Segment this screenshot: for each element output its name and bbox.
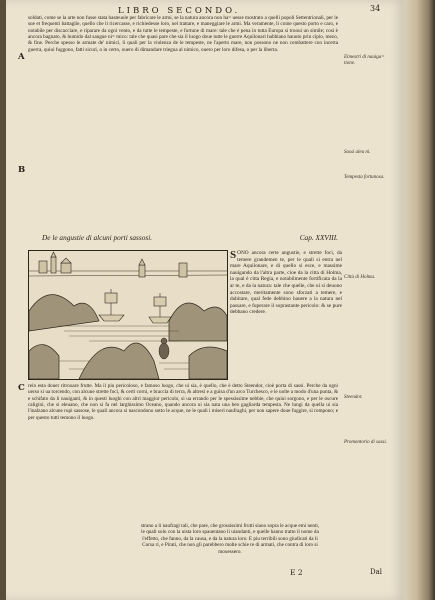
paragraph-letter-a: A: [18, 52, 25, 62]
closing-text: strano a li naufragi tali, che pare, che grossissimi frutti siano sopra le acque emi nenti, le quali solo con la uista loro spauentano li uiandanti, e quelle hanno tratto il nome da l'effetto, che fanno, da la causa, e da la natura loro. E piu terribili sono giudicati da li Corsa ri, e Pirati, che non gli parebbero molte schie re di armati, che contra di loro si mouessero.: [140, 523, 320, 555]
text-block-bottom: rein esta douer ritrouare frutte. Ma il piu pericoloso, e famoso luogo, che ui sia, è quello, che è detto Steendor, cioè porta di sassi. Perche da ogni uerso si ua torcendo, con alcune strette foci, & certi corni, e braccia di terra, & altresi e a guisa d'un arco Turchesco, e le uolte a modo d'una punta, & e schifato da li nauiganti, & in questi luoghi con altri maggior pericolo, si ua errando per le spessissime nebbie, che quiui sorgono, e per le oscure caligini, che si eleuano, che non si fa nel larghissimo Oceano, quando ancora ui sia nata una ben gagliarda tempesta. Ne lungi da quella ui sia l'inalzano alcune rupi sassose, le quali ancora si nascondono sotto le acque, ne le quali i miseri naufraghi, per non sapere doue fuggire, si rompono; e per questo tutti temono il luogo.: [28, 383, 338, 421]
margin-note-2: Sassi aleu ni.: [344, 150, 371, 155]
running-head: LIBRO SECONDO.: [118, 6, 241, 16]
chapter-title: De le angustie di alcuni porti sassosi.: [42, 233, 153, 242]
drop-capital: S: [230, 249, 237, 261]
margin-note-1: Elmestri di nauiga= tione.: [344, 55, 385, 66]
margin-note-4: Città di Holma.: [344, 275, 376, 280]
margin-note-5: Steendor.: [344, 395, 363, 400]
chapter-heading: [42, 233, 338, 242]
page-edge: [404, 0, 435, 600]
signature-mark: E 2: [290, 568, 303, 577]
paragraph-letter-b: B: [18, 165, 26, 175]
text-block-top: soldati, come se la arte non fusse stata basteuole per fabricare le armi, se la natura ancora non ha= uesse mostrato a quelli popoli Settentrionali, per le sue et frequenti battaglie, quello che li ricercasse, e richiedesse loro, nel trattare, e maneggiare le armi. Ma veramente, li come questo porto e caro, e notabile per discacciare, e riparare da ogni vento, e da tutte le tempeste, e fortune di mare: tale che è pena in tutta Europa si truoui un simile; cosi è ancora bagnato, & humido dal sangue ni= mico: tale che quasi pare che sia il luogo doue tutte le guerre Aquilonari habbiano hauuto prin cipio, mezo, & fine. Perche spesso le armate de' nimici, li quali per la violenza de le tempeste, ne l'aperto mare, non possono ne non combattere con incerta guerra, quiui fuggono, fatti sicuri, o in certo, ouero di dimandare triegua al nimico, ouero per loro difesa, o per la liberta.: [28, 15, 338, 53]
paragraph-letter-c: C: [18, 383, 25, 393]
margin-note-3: Tempesta fortunosa.: [344, 175, 385, 180]
catchword: Dal: [370, 568, 383, 576]
right-column-body: ONO ancora certe angustie, e strette foci, da temere grandemen te, per le quali si entra nel mare Aquilonare, e di quello si esce, e massime nauigando da l'altra parte, cioe da la citta di Holma, la qual è citta Regia, e notabilmente fortificata da la ar te, e da la natura: tale che quelle, che ui si deuono accostare, meritamente sono sforzati a temere, e dubitare, qual fede debbino hauere a la natura nel passare, e fuperare il soprastante pericolo: & se pure debbano credere.: [230, 250, 342, 316]
woodcut-illustration: [28, 250, 228, 380]
margin-note-6: Promontorio di sassi.: [344, 440, 388, 445]
folio-number: 34: [370, 4, 381, 13]
right-column-text: [230, 250, 342, 316]
chapter-number: Cap. XXVIII.: [299, 233, 338, 242]
